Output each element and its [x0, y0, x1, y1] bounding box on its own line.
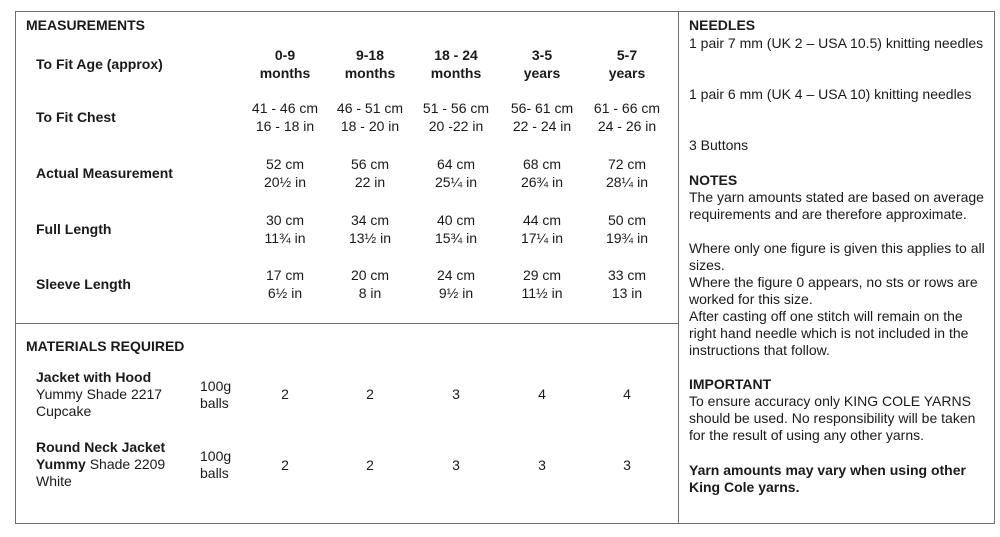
cm-value: 56 cm	[350, 156, 390, 172]
row-label-chest: To Fit Chest	[36, 109, 116, 125]
in-value: 18 - 20 in	[340, 118, 400, 134]
measurement-cell	[245, 99, 325, 135]
measurement-cell	[587, 211, 667, 247]
cm-value: 24 cm	[436, 267, 476, 283]
in-value: 6½ in	[267, 285, 303, 301]
in-value: 28¼ in	[605, 174, 649, 190]
cm-value: 33 cm	[607, 267, 647, 283]
cm-value: 68 cm	[522, 156, 562, 172]
in-value: 20 -22 in	[428, 118, 484, 134]
measurement-cell	[416, 155, 496, 191]
size-header-line2: months	[430, 65, 482, 81]
measurement-cell	[502, 99, 582, 135]
material-name: Jacket with Hood	[36, 369, 152, 385]
needle-item-2: 1 pair 6 mm (UK 4 – USA 10) knitting needles	[689, 86, 972, 102]
measurement-cell	[416, 266, 496, 302]
material-colour: White	[36, 473, 72, 489]
age-label: To Fit Age (approx)	[36, 56, 163, 72]
cm-value: 20 cm	[350, 267, 390, 283]
ball-count: 4	[538, 386, 546, 402]
in-value: 9½ in	[438, 285, 474, 301]
ball-count: 3	[452, 457, 460, 473]
size-header-line2: years	[608, 65, 646, 81]
important-title: IMPORTANT	[689, 376, 772, 392]
size-header-line1: 18 - 24	[434, 47, 478, 63]
size-header-line1: 5-7	[616, 47, 638, 63]
measurement-cell	[245, 211, 325, 247]
measurement-cell	[416, 211, 496, 247]
cm-value: 34 cm	[350, 212, 390, 228]
in-value: 24 - 26 in	[597, 118, 657, 134]
unit-weight: 100g	[200, 378, 232, 394]
material-shade-text: Shade 2209	[85, 456, 166, 472]
in-value: 11½ in	[521, 285, 563, 301]
material-shade-bold: Yummy	[36, 456, 86, 472]
size-header-line1: 3-5	[531, 47, 553, 63]
in-value: 8 in	[358, 285, 382, 301]
unit-weight: 100g	[200, 448, 232, 464]
size-header	[330, 46, 410, 82]
cm-value: 30 cm	[265, 212, 305, 228]
row-label-actual: Actual Measurement	[36, 165, 173, 181]
size-header	[502, 46, 582, 82]
measurement-cell	[416, 99, 496, 135]
ball-count: 2	[281, 386, 289, 402]
measurement-cell	[330, 155, 410, 191]
size-header	[245, 46, 325, 82]
material-name: Round Neck Jacket	[36, 439, 166, 455]
in-value: 15¾ in	[434, 230, 478, 246]
cm-value: 50 cm	[607, 212, 647, 228]
ball-count: 2	[366, 386, 374, 402]
material-unit	[200, 448, 231, 482]
measurement-cell	[502, 155, 582, 191]
needles-title: NEEDLES	[689, 17, 756, 33]
cm-value: 40 cm	[436, 212, 476, 228]
size-header	[416, 46, 496, 82]
ball-count: 3	[623, 457, 631, 473]
size-header-line2: years	[523, 65, 561, 81]
measurement-cell	[245, 155, 325, 191]
column-divider	[678, 11, 679, 524]
cm-value: 64 cm	[436, 156, 476, 172]
measurement-cell	[587, 155, 667, 191]
material-item	[36, 439, 165, 490]
size-header-line2: months	[344, 65, 396, 81]
measurement-cell	[502, 211, 582, 247]
materials-title: MATERIALS REQUIRED	[26, 338, 185, 354]
in-value: 19¾ in	[605, 230, 649, 246]
ball-count: 2	[366, 457, 374, 473]
cm-value: 46 - 51 cm	[336, 100, 404, 116]
cm-value: 41 - 46 cm	[251, 100, 319, 116]
in-value: 16 - 18 in	[255, 118, 315, 134]
in-value: 13½ in	[348, 230, 392, 246]
notes-title: NOTES	[689, 172, 738, 188]
ball-count: 3	[452, 386, 460, 402]
notes-paragraph: After casting off one stitch will remain on the right hand needle which is not included in the instructions that follow.	[689, 308, 969, 358]
in-value: 25¼ in	[434, 174, 478, 190]
notes-paragraph: Where only one figure is given this applies to all sizes.	[689, 240, 985, 273]
cm-value: 17 cm	[265, 267, 305, 283]
ball-count: 4	[623, 386, 631, 402]
unit-type: balls	[200, 465, 229, 481]
needle-item-1: 1 pair 7 mm (UK 2 – USA 10.5) knitting needles	[689, 35, 984, 51]
cm-value: 52 cm	[265, 156, 305, 172]
ball-count: 2	[281, 457, 289, 473]
material-colour: Cupcake	[36, 403, 92, 419]
in-value: 20½ in	[263, 174, 307, 190]
size-header	[587, 46, 667, 82]
measurement-cell	[330, 211, 410, 247]
material-shade	[36, 386, 162, 403]
size-header-line2: months	[259, 65, 311, 81]
measurement-cell	[587, 99, 667, 135]
in-value: 26¾ in	[520, 174, 564, 190]
in-value: 13 in	[611, 285, 643, 301]
measurement-cell	[587, 266, 667, 302]
in-value: 17¼ in	[520, 230, 564, 246]
cm-value: 72 cm	[607, 156, 647, 172]
size-header-line1: 0-9	[274, 47, 296, 63]
material-unit	[200, 378, 231, 412]
measurement-cell	[245, 266, 325, 302]
important-bold-paragraph: Yarn amounts may vary when using other King Cole yarns.	[689, 462, 966, 495]
section-divider	[15, 323, 679, 324]
cm-value: 61 - 66 cm	[593, 100, 661, 116]
size-header-line1: 9-18	[355, 47, 385, 63]
ball-count: 3	[538, 457, 546, 473]
unit-type: balls	[200, 395, 229, 411]
cm-value: 51 - 56 cm	[422, 100, 490, 116]
measurement-cell	[330, 99, 410, 135]
measurement-cell	[502, 266, 582, 302]
cm-value: 29 cm	[522, 267, 562, 283]
in-value: 22 - 24 in	[512, 118, 572, 134]
in-value: 22 in	[354, 174, 386, 190]
notes-paragraph: Where the figure 0 appears, no sts or rows are worked for this size.	[689, 274, 978, 307]
material-shade-text: Yummy Shade 2217	[36, 386, 163, 402]
cm-value: 44 cm	[522, 212, 562, 228]
notes-paragraph: The yarn amounts stated are based on average requirements and are therefore approximate.	[689, 189, 984, 222]
row-label-sleeve-length: Sleeve Length	[36, 276, 131, 292]
material-item	[36, 369, 162, 420]
buttons-item: 3 Buttons	[689, 137, 749, 153]
material-shade	[36, 456, 165, 473]
measurement-cell	[330, 266, 410, 302]
measurements-title: MEASUREMENTS	[26, 17, 146, 33]
row-label-full-length: Full Length	[36, 221, 112, 237]
cm-value: 56- 61 cm	[510, 100, 574, 116]
important-paragraph: To ensure accuracy only KING COLE YARNS should be used. No responsibility will be taken for the result of using any other yarns.	[689, 393, 976, 443]
in-value: 11¾ in	[264, 230, 306, 246]
